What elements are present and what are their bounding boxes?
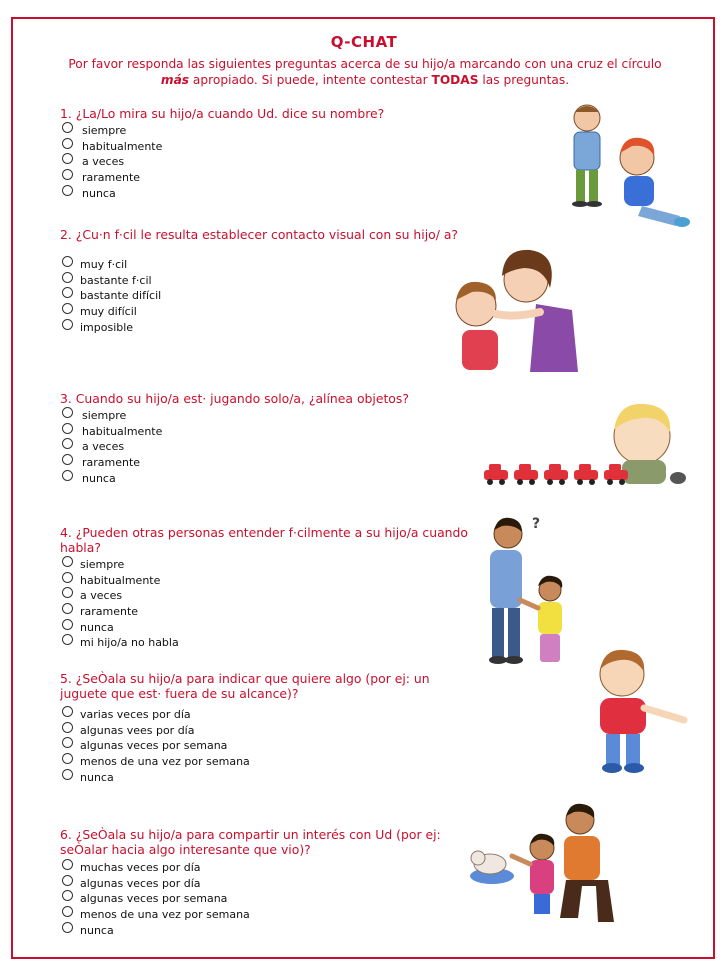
- option[interactable]: [62, 319, 161, 335]
- option-label: menos de una vez por semana: [80, 908, 250, 922]
- option-label: habitualmente: [82, 424, 163, 438]
- mother-eye-contact-illustration: [444, 238, 584, 378]
- option[interactable]: [62, 424, 162, 440]
- option[interactable]: [62, 723, 250, 739]
- radio-button[interactable]: [62, 256, 73, 267]
- father-figure: [489, 518, 523, 664]
- question-6-options: [62, 860, 250, 938]
- radio-button[interactable]: [62, 922, 73, 933]
- question-4: 4. ¿Pueden otras personas entender f·cilmente a su hijo/a cuando habla?: [60, 525, 468, 555]
- question-5: 5. ¿SeÒala su hijo/a para indicar que quiere algo (por ej: un juguete que est· fuera de su alcance)?: [60, 671, 430, 701]
- radio-button[interactable]: [62, 572, 73, 583]
- option-label: bastante difícil: [80, 289, 162, 303]
- radio-button[interactable]: [62, 470, 73, 481]
- instructions-text-1: Por favor responda las siguientes preguntas acerca de su hijo/a marcando con una cruz el círculo: [68, 57, 662, 71]
- question-1: 1. ¿La/Lo mira su hijo/a cuando Ud. dice su nombre?: [60, 106, 385, 121]
- radio-button[interactable]: [62, 272, 73, 283]
- child-lining-up-cars-illustration: [482, 398, 692, 493]
- option-label: siempre: [80, 558, 125, 572]
- question-4-options: [62, 557, 179, 651]
- radio-button[interactable]: [62, 438, 73, 449]
- option[interactable]: [62, 754, 250, 770]
- instructions-emphasis-todas: TODAS: [431, 73, 479, 87]
- option[interactable]: [62, 185, 162, 201]
- option[interactable]: [62, 707, 250, 723]
- option-label: a veces: [80, 589, 123, 603]
- option[interactable]: [62, 439, 162, 455]
- question-5-options: [62, 707, 250, 785]
- child-pointing-illustration: [576, 644, 691, 784]
- radio-button[interactable]: [62, 619, 73, 630]
- option-label: varias veces por día: [80, 708, 191, 722]
- toy-cars: [484, 464, 628, 485]
- option-label: imposible: [80, 320, 134, 334]
- radio-button[interactable]: [62, 587, 73, 598]
- option[interactable]: [62, 907, 250, 923]
- option-label: raramente: [82, 456, 141, 470]
- radio-button[interactable]: [62, 138, 73, 149]
- children-calling-illustration: [562, 98, 692, 238]
- standing-child: [572, 105, 602, 207]
- radio-button[interactable]: [62, 603, 73, 614]
- option-label: a veces: [82, 155, 125, 169]
- option-label: nunca: [80, 770, 114, 784]
- girl-figure: [512, 834, 554, 914]
- option[interactable]: [62, 288, 161, 304]
- daughter-figure: [520, 576, 562, 662]
- option[interactable]: [62, 154, 162, 170]
- option[interactable]: [62, 619, 179, 635]
- radio-button[interactable]: [62, 122, 73, 133]
- radio-button[interactable]: [62, 153, 73, 164]
- option[interactable]: [62, 273, 161, 289]
- option-label: algunas veces por semana: [80, 739, 228, 753]
- option-label: nunca: [82, 186, 116, 200]
- cat-on-cushion: [470, 851, 514, 884]
- option-label: muchas veces por día: [80, 861, 201, 875]
- option[interactable]: [62, 139, 162, 155]
- father-daughter-talking-illustration: [470, 512, 580, 672]
- question-3-options: [62, 408, 162, 486]
- radio-button[interactable]: [62, 890, 73, 901]
- option[interactable]: [62, 769, 250, 785]
- radio-button[interactable]: [62, 906, 73, 917]
- page-title: Q-CHAT: [330, 33, 398, 51]
- option-label: siempre: [82, 409, 127, 423]
- option[interactable]: [62, 573, 179, 589]
- radio-button[interactable]: [62, 737, 73, 748]
- option-label: algunas veces por semana: [80, 892, 228, 906]
- question-2: 2. ¿Cu·n f·cil le resulta establecer contacto visual con su hijo/ a?: [60, 227, 459, 242]
- radio-button[interactable]: [62, 423, 73, 434]
- option[interactable]: [62, 860, 250, 876]
- instructions-text-3: las preguntas.: [478, 73, 570, 87]
- option[interactable]: [62, 123, 162, 139]
- question-3: 3. Cuando su hijo/a est· jugando solo/a, ¿alínea objetos?: [60, 391, 409, 406]
- option-label: algunas veces por día: [80, 876, 201, 890]
- radio-button[interactable]: [62, 185, 73, 196]
- option-label: algunas vees por día: [80, 723, 195, 737]
- instructions-emphasis-mas: más: [160, 73, 190, 87]
- option-label: muy difícil: [80, 305, 137, 319]
- option[interactable]: [62, 604, 179, 620]
- option[interactable]: [62, 557, 179, 573]
- option[interactable]: [62, 922, 250, 938]
- option-label: nunca: [82, 471, 116, 485]
- option[interactable]: [62, 891, 250, 907]
- father-figure: [560, 804, 614, 922]
- instructions: [60, 56, 670, 88]
- option-label: nunca: [80, 923, 114, 937]
- option[interactable]: [62, 257, 161, 273]
- option-label: raramente: [82, 171, 141, 185]
- option[interactable]: [62, 876, 250, 892]
- question-2-options: [62, 257, 161, 335]
- question-mark-glyph: ?: [532, 516, 541, 532]
- child-figure: [456, 282, 498, 370]
- radio-button[interactable]: [62, 753, 73, 764]
- radio-button[interactable]: [62, 634, 73, 645]
- option[interactable]: [62, 738, 250, 754]
- option-label: siempre: [82, 124, 127, 138]
- option-label: bastante f·cil: [80, 273, 152, 287]
- radio-button[interactable]: [62, 454, 73, 465]
- radio-button[interactable]: [62, 169, 73, 180]
- sitting-child: [620, 138, 690, 227]
- question-6: 6. ¿SeÒala su hijo/a para compartir un interés con Ud (por ej: seÒalar hacia algo interesante que vio)?: [60, 827, 441, 857]
- option[interactable]: [62, 304, 161, 320]
- radio-button[interactable]: [62, 859, 73, 870]
- option-label: a veces: [82, 440, 125, 454]
- radio-button[interactable]: [62, 303, 73, 314]
- radio-button[interactable]: [62, 875, 73, 886]
- mother-figure: [496, 250, 578, 372]
- option-label: habitualmente: [82, 139, 163, 153]
- radio-button[interactable]: [62, 407, 73, 418]
- option[interactable]: [62, 588, 179, 604]
- option[interactable]: [62, 470, 162, 486]
- child-pointing-at-cat-illustration: [468, 800, 618, 935]
- option[interactable]: [62, 455, 162, 471]
- radio-button[interactable]: [62, 556, 73, 567]
- instructions-text-2: apropiado. Si puede, intente contestar: [189, 73, 432, 87]
- option[interactable]: [62, 635, 179, 651]
- option-label: muy f·cil: [80, 258, 128, 272]
- option[interactable]: [62, 170, 162, 186]
- option-label: menos de una vez por semana: [80, 755, 250, 769]
- option[interactable]: [62, 408, 162, 424]
- option-label: raramente: [80, 605, 139, 619]
- radio-button[interactable]: [62, 319, 73, 330]
- question-1-options: [62, 123, 162, 201]
- radio-button[interactable]: [62, 769, 73, 780]
- option-label: habitualmente: [80, 573, 161, 587]
- option-label: mi hijo/a no habla: [80, 636, 179, 650]
- radio-button[interactable]: [62, 722, 73, 733]
- radio-button[interactable]: [62, 287, 73, 298]
- radio-button[interactable]: [62, 706, 73, 717]
- option-label: nunca: [80, 620, 114, 634]
